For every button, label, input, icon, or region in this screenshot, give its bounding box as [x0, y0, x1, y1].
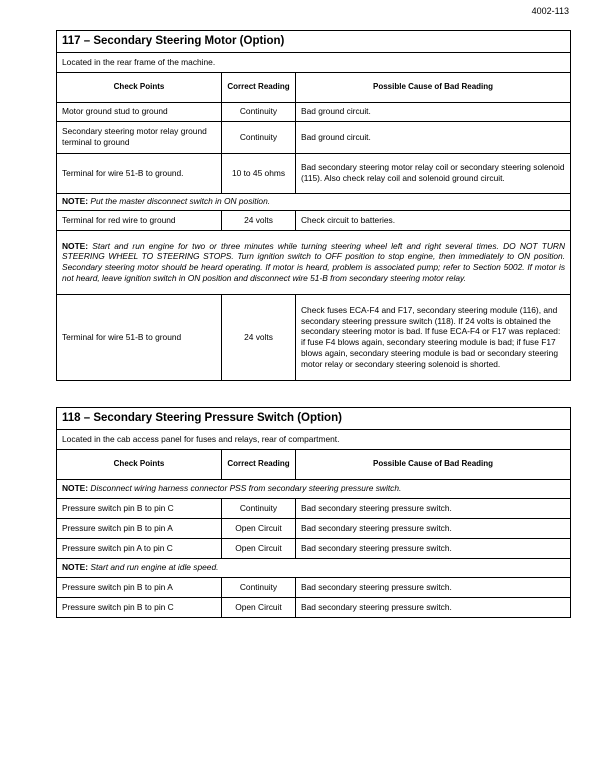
note-label: NOTE: [62, 196, 89, 207]
header-check-points: Check Points [57, 449, 222, 479]
note [57, 558, 571, 577]
header-correct-reading: Correct Reading [222, 72, 296, 102]
note [57, 479, 571, 498]
table-row [57, 210, 571, 230]
possible-cause: Bad ground circuit. [296, 121, 571, 153]
section-118-title: 118 – Secondary Steering Pressure Switch (Option) [57, 408, 571, 430]
table-row [57, 597, 571, 617]
table-row [57, 577, 571, 597]
section-117-location: Located in the rear frame of the machine. [57, 52, 571, 72]
possible-cause: Bad secondary steering pressure switch. [296, 538, 571, 558]
header-check-points: Check Points [57, 72, 222, 102]
table-row [57, 153, 571, 193]
note [57, 193, 571, 210]
check-point: Terminal for wire 51-B to ground. [57, 153, 222, 193]
check-point: Pressure switch pin A to pin C [57, 538, 222, 558]
check-point: Pressure switch pin B to pin A [57, 518, 222, 538]
check-point: Terminal for red wire to ground [57, 210, 222, 230]
possible-cause: Bad secondary steering pressure switch. [296, 498, 571, 518]
table-row [57, 518, 571, 538]
possible-cause: Bad ground circuit. [296, 102, 571, 121]
table-row [57, 121, 571, 153]
possible-cause: Bad secondary steering pressure switch. [296, 518, 571, 538]
section-117-title: 117 – Secondary Steering Motor (Option) [57, 31, 571, 53]
correct-reading: 24 volts [222, 210, 296, 230]
possible-cause: Bad secondary steering pressure switch. [296, 577, 571, 597]
correct-reading: Continuity [222, 498, 296, 518]
correct-reading: Open Circuit [222, 518, 296, 538]
note-label: NOTE: [62, 240, 89, 251]
correct-reading: Open Circuit [222, 597, 296, 617]
check-point: Terminal for wire 51-B to ground [57, 294, 222, 380]
note-label: NOTE: [62, 483, 89, 494]
correct-reading: Open Circuit [222, 538, 296, 558]
check-point: Pressure switch pin B to pin C [57, 597, 222, 617]
check-point: Pressure switch pin B to pin C [57, 498, 222, 518]
section-118-location: Located in the cab access panel for fuses and relays, rear of compartment. [57, 429, 571, 449]
table-row [57, 102, 571, 121]
check-point: Motor ground stud to ground [57, 102, 222, 121]
note-text: Put the master disconnect switch in ON position. [90, 196, 271, 207]
note-text: Start and run engine for two or three minutes while turning steering wheel left and right several times. DO NOT TURN STEERING WHEEL TO STEERING STOPS. Turn ignition switch to OFF position to stop engine, then immediately to ON position. Secondary steering motor should be heard operating. If motor is heard, problem is associated pump; refer to Section 5002. If motor is not heard, leave ignition switch in ON position and disconnect wire 51-B from secondary steering motor relay. [62, 240, 566, 283]
header-row [57, 72, 571, 102]
header-correct-reading: Correct Reading [222, 449, 296, 479]
possible-cause: Check circuit to batteries. [296, 210, 571, 230]
header-row [57, 449, 571, 479]
table-row [57, 498, 571, 518]
check-point: Secondary steering motor relay ground terminal to ground [57, 121, 222, 153]
note-label: NOTE: [62, 562, 89, 573]
correct-reading: Continuity [222, 577, 296, 597]
table-row [57, 538, 571, 558]
note-text: Disconnect wiring harness connector PSS from secondary steering pressure switch. [90, 483, 402, 494]
section-117-table [56, 30, 571, 381]
section-118-table [56, 407, 571, 618]
correct-reading: 24 volts [222, 294, 296, 380]
correct-reading: 10 to 45 ohms [222, 153, 296, 193]
page-number: 4002-113 [531, 6, 569, 16]
possible-cause: Check fuses ECA-F4 and F17, secondary steering module (116), and secondary steering pressure switch (118). If 24 volts is obtained the secondary steering motor is bad. If fuse ECA-F4 or F17 was replaced: if fuse F4 blows again, secondary steering module is bad; if fuse F17 blows again, secondary steering module is bad or secondary steering motor relay or secondary steering solenoid is shorted. [296, 294, 571, 380]
table-row [57, 294, 571, 380]
note-text: Start and run engine at idle speed. [90, 562, 219, 573]
possible-cause: Bad secondary steering motor relay coil or secondary steering solenoid (115). Also check relay coil and solenoid ground circuit. [296, 153, 571, 193]
check-point: Pressure switch pin B to pin A [57, 577, 222, 597]
header-possible-cause: Possible Cause of Bad Reading [296, 449, 571, 479]
possible-cause: Bad secondary steering pressure switch. [296, 597, 571, 617]
correct-reading: Continuity [222, 121, 296, 153]
header-possible-cause: Possible Cause of Bad Reading [296, 72, 571, 102]
correct-reading: Continuity [222, 102, 296, 121]
note [57, 230, 571, 294]
